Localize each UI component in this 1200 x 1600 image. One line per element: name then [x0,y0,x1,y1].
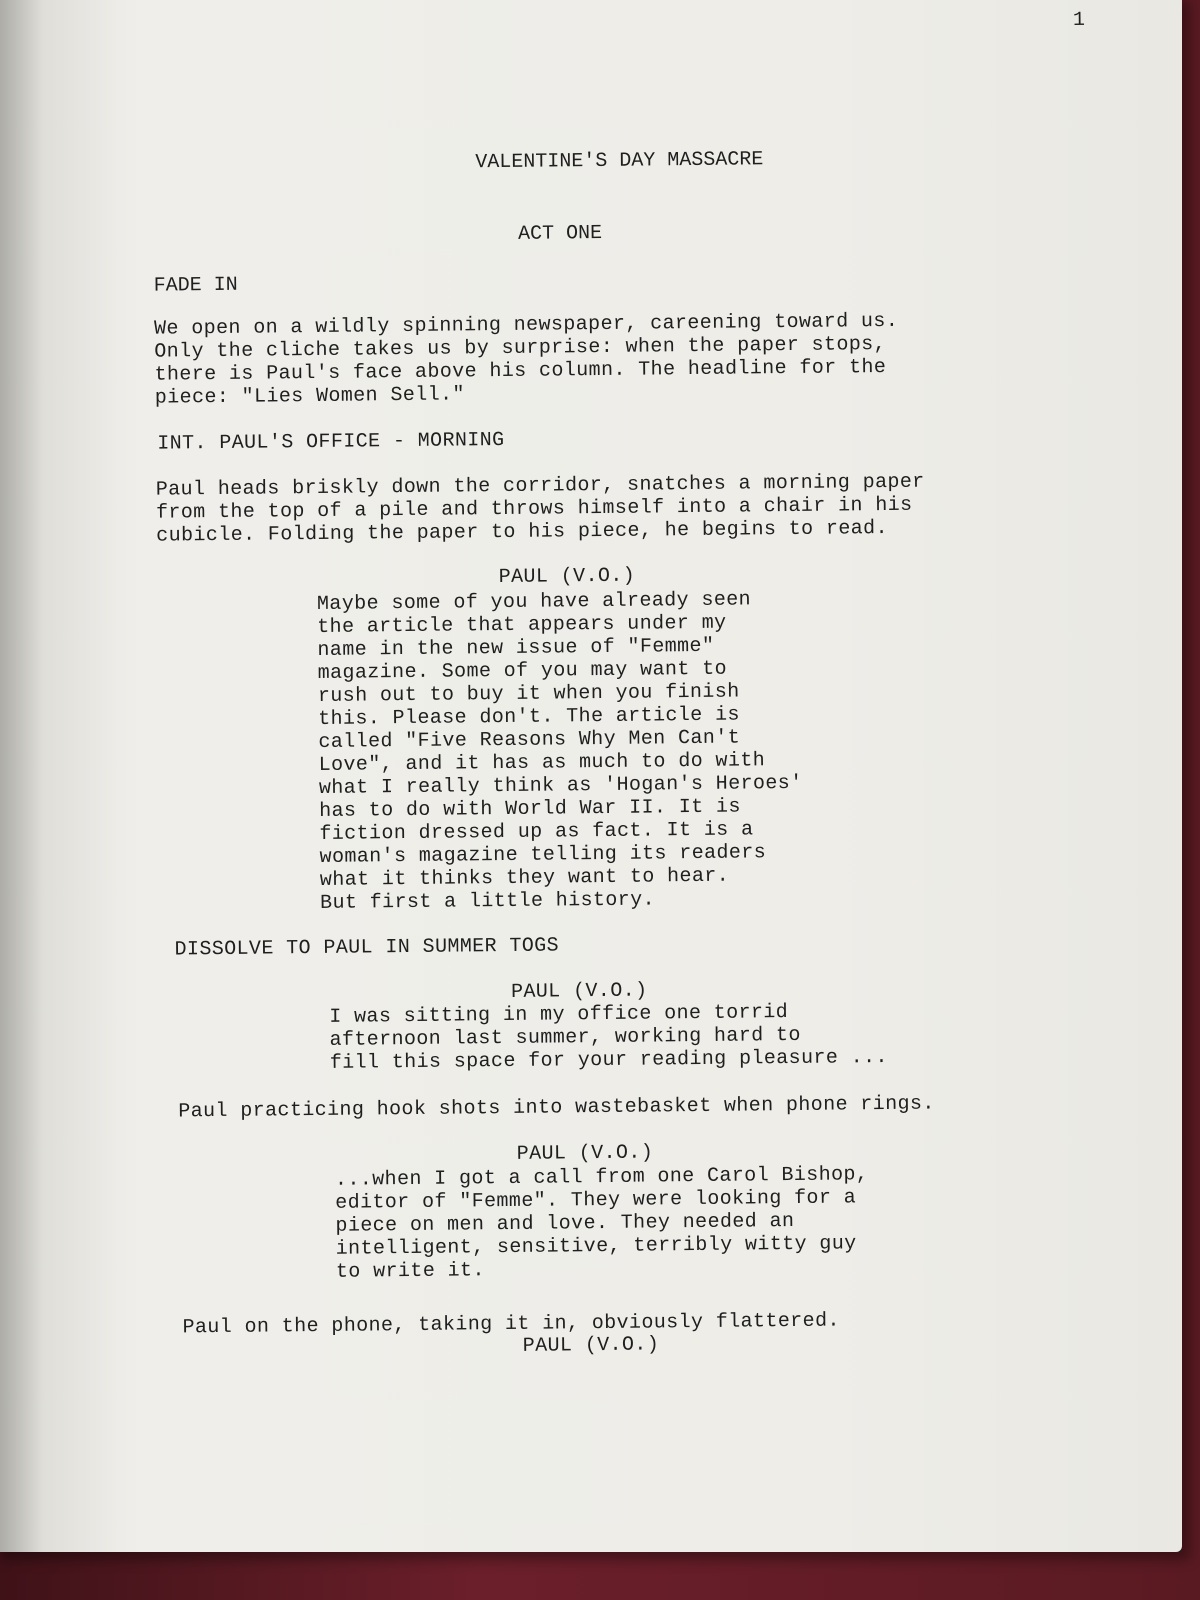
action-line-2: Paul heads briskly down the corridor, snatches a morning paper from the top of a pile and throws himself into a chair in his cubicle. Folding the paper to his piece, he begins to read. [155,470,925,548]
dialogue-2: I was sitting in my office one torrid afternoon last summer, working hard to fill this space for your reading pleasure ... [329,1001,888,1075]
character-cue-2: PAUL (V.O.) [510,979,648,1004]
scene-heading-1: INT. PAUL'S OFFICE - MORNING [157,428,505,456]
character-cue-1: PAUL (V.O.) [498,564,636,590]
act-heading: ACT ONE [517,221,603,246]
action-line-3: Paul practicing hook shots into wastebasket when phone rings. [178,1092,935,1124]
dialogue-3: ...when I got a call from one Carol Bishop, editor of "Femme". They were looking for a piece on men and love. They needed an intelligent, sensitive, terribly witty guy to write it. [334,1163,869,1284]
action-line-1: We open on a wildly spinning newspaper, careening toward us. Only the cliche takes us by surprise: when the paper stops, there is Paul's face above his column. The headline for the piece: "Lies Women Sell." [153,309,899,410]
script-title: VALENTINE'S DAY MASSACRE [475,148,764,175]
dialogue-1: Maybe some of you have already seen the article that appears under my name in the new issue of "Femme" magazine. Some of you may want to rush out to buy it when you finish this. Please don't. The article is called "Five Reasons Why Men Can't Love", and it has as much to do with what I really think as 'Hogan's Heroes' has to do with World War II. It is fiction dressed up as fact. It is a woman's magazine telling its readers what it thinks they want to hear. But first a little history. [316,588,803,915]
character-cue-4: PAUL (V.O.) [522,1333,660,1358]
scene-heading-2: DISSOLVE TO PAUL IN SUMMER TOGS [174,934,560,962]
character-cue-3: PAUL (V.O.) [516,1141,654,1166]
action-line-4: Paul on the phone, taking it in, obviously flattered. [182,1309,840,1340]
page-number: 1 [1072,8,1086,33]
transition-fade-in: FADE IN [153,273,238,298]
